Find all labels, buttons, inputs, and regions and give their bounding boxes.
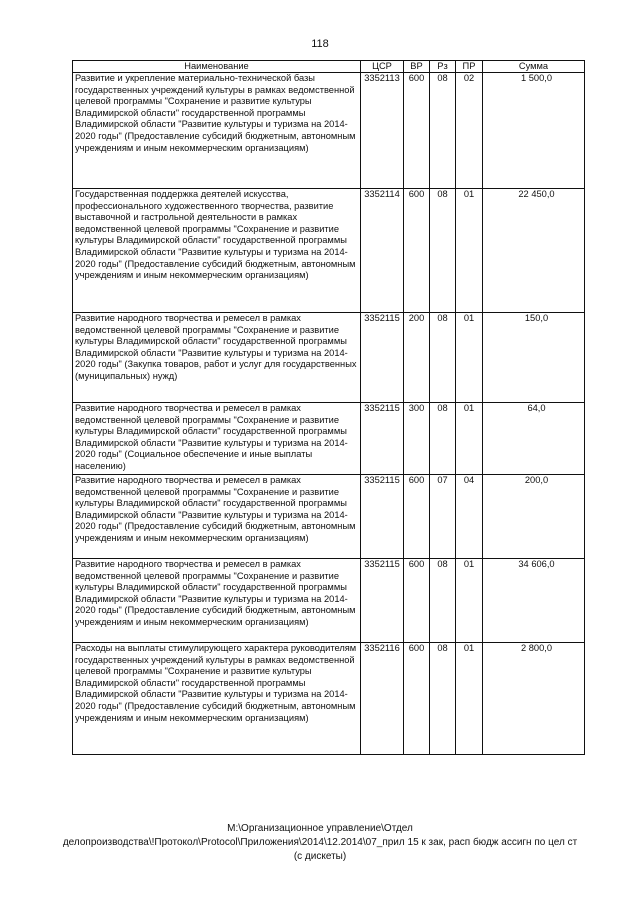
footer-line-1: М:\Организационное управление\Отдел [227, 823, 413, 834]
cell-rz: 08 [430, 189, 456, 313]
cell-rz: 08 [430, 313, 456, 403]
cell-name: Государственная поддержка деятелей искусства, профессионального художественного творчества, развитие выставочной и гастрольной деятельности в рамках ведомственной целевой программы "Сохранение и развитие культуры Владимирской области" государственной программы Владимирской области "Развитие культуры и туризма на 2014-2020 годы" (Предоставление субсидий бюджетным, автономным учреждениям и иным некоммерческим организациям) [73, 189, 361, 313]
cell-name: Развитие и укрепление материально-технической базы государственных учреждений культуры в рамках ведомственной целевой программы "Сохранение и развитие культуры Владимирской области" государственной программы Владимирской области "Развитие культуры и туризма на 2014-2020 годы" (Предоставление субсидий бюджетным, автономным учреждениям и иным некоммерческим организациям) [73, 73, 361, 189]
cell-vr: 600 [404, 559, 430, 643]
cell-pr: 01 [456, 559, 483, 643]
cell-pr: 01 [456, 313, 483, 403]
cell-name: Развитие народного творчества и ремесел в рамках ведомственной целевой программы "Сохранение и развитие культуры Владимирской области" государственной программы Владимирской области "Развитие культуры и туризма на 2014-2020 годы" (Социальное обеспечение и иные выплаты населению) [73, 403, 361, 475]
footer-line-3: (с дискеты) [293, 851, 347, 862]
cell-vr: 300 [404, 403, 430, 475]
cell-name: Расходы на выплаты стимулирующего характера руководителям государственных учреждений культуры в рамках ведомственной целевой программы "Сохранение и развитие культуры Владимирской области" государственной программы Владимирской области "Развитие культуры и туризма на 2014-2020 годы" (Предоставление субсидий бюджетным, автономным учреждениям и иным некоммерческим организациям) [73, 643, 361, 755]
table-row [73, 73, 585, 189]
budget-table [72, 60, 585, 755]
header-rz: Рз [430, 61, 456, 73]
cell-pr: 04 [456, 475, 483, 559]
header-name: Наименование [73, 61, 361, 73]
cell-csr: 3352115 [361, 475, 404, 559]
cell-sum: 150,0 [483, 313, 585, 403]
cell-pr: 02 [456, 73, 483, 189]
cell-name: Развитие народного творчества и ремесел в рамках ведомственной целевой программы "Сохранение и развитие культуры Владимирской области" государственной программы Владимирской области "Развитие культуры и туризма на 2014-2020 годы" (Закупка товаров, работ и услуг для государственных (муниципальных) нужд) [73, 313, 361, 403]
table-row [73, 313, 585, 403]
cell-vr: 600 [404, 73, 430, 189]
cell-pr: 01 [456, 643, 483, 755]
cell-sum: 2 800,0 [483, 643, 585, 755]
cell-sum: 22 450,0 [483, 189, 585, 313]
file-path-footer [0, 822, 640, 864]
table-row [73, 559, 585, 643]
header-csr: ЦСР [361, 61, 404, 73]
cell-sum: 64,0 [483, 403, 585, 475]
cell-sum: 200,0 [483, 475, 585, 559]
cell-vr: 600 [404, 475, 430, 559]
cell-csr: 3352116 [361, 643, 404, 755]
cell-vr: 600 [404, 189, 430, 313]
cell-sum: 34 606,0 [483, 559, 585, 643]
cell-sum: 1 500,0 [483, 73, 585, 189]
header-vr: ВР [404, 61, 430, 73]
footer-line-2: делопроизводства\!Протокол\Protocol\Приложения\2014\12.2014\07_прил 15 к зак, расп бюдж ассигн по цел ст [62, 837, 578, 848]
table-row [73, 403, 585, 475]
cell-csr: 3352115 [361, 403, 404, 475]
cell-rz: 08 [430, 73, 456, 189]
table-row [73, 189, 585, 313]
cell-csr: 3352114 [361, 189, 404, 313]
table-row [73, 475, 585, 559]
cell-rz: 08 [430, 403, 456, 475]
cell-vr: 600 [404, 643, 430, 755]
header-sum: Сумма [483, 61, 585, 73]
cell-name: Развитие народного творчества и ремесел в рамках ведомственной целевой программы "Сохранение и развитие культуры Владимирской области" государственной программы Владимирской области "Развитие культуры и туризма на 2014-2020 годы" (Предоставление субсидий бюджетным, автономным учреждениям и иным некоммерческим организациям) [73, 559, 361, 643]
cell-rz: 07 [430, 475, 456, 559]
cell-csr: 3352113 [361, 73, 404, 189]
cell-name: Развитие народного творчества и ремесел в рамках ведомственной целевой программы "Сохранение и развитие культуры Владимирской области" государственной программы Владимирской области "Развитие культуры и туризма на 2014-2020 годы" (Предоставление субсидий бюджетным, автономным учреждениям и иным некоммерческим организациям) [73, 475, 361, 559]
header-pr: ПР [456, 61, 483, 73]
cell-csr: 3352115 [361, 559, 404, 643]
table-row [73, 643, 585, 755]
cell-rz: 08 [430, 643, 456, 755]
cell-vr: 200 [404, 313, 430, 403]
cell-csr: 3352115 [361, 313, 404, 403]
cell-pr: 01 [456, 189, 483, 313]
cell-pr: 01 [456, 403, 483, 475]
page-number: 118 [311, 38, 329, 50]
cell-rz: 08 [430, 559, 456, 643]
table-header-row [73, 61, 585, 73]
